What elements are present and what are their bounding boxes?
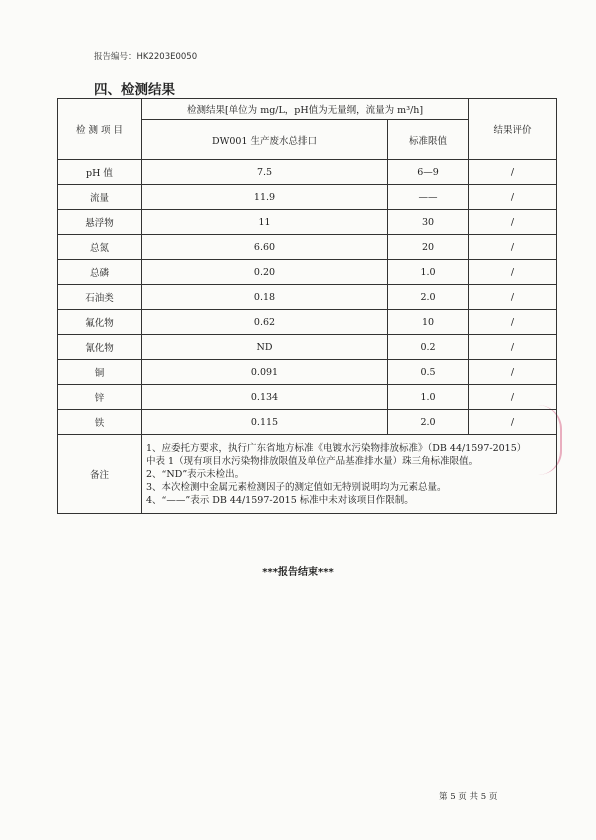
table-row xyxy=(58,410,557,435)
table-row xyxy=(58,235,557,260)
cell-value: 11 xyxy=(142,210,388,235)
cell-evaluation: / xyxy=(469,310,557,335)
cell-evaluation: / xyxy=(469,335,557,360)
cell-item: pH 值 xyxy=(58,160,142,185)
cell-item: 氰化物 xyxy=(58,335,142,360)
cell-limit: 1.0 xyxy=(388,260,469,285)
cell-evaluation: / xyxy=(469,285,557,310)
cell-item: 氟化物 xyxy=(58,310,142,335)
cell-item: 总磷 xyxy=(58,260,142,285)
report-end-mark: ***报告结束*** xyxy=(262,567,334,578)
cell-evaluation: / xyxy=(469,410,557,435)
cell-evaluation: / xyxy=(469,235,557,260)
cell-item: 流量 xyxy=(58,185,142,210)
cell-evaluation: / xyxy=(469,360,557,385)
cell-evaluation: / xyxy=(469,185,557,210)
cell-item: 锌 xyxy=(58,385,142,410)
table-row xyxy=(58,385,557,410)
cell-item: 石油类 xyxy=(58,285,142,310)
cell-evaluation: / xyxy=(469,385,557,410)
table-row xyxy=(58,335,557,360)
note-line: 中表 1（现有项目水污染物排放限值及单位产品基准排水量）珠三角标准限值。 xyxy=(146,455,479,467)
cell-evaluation: / xyxy=(469,160,557,185)
page-number: 第 5 页 共 5 页 xyxy=(439,792,498,802)
cell-limit: 2.0 xyxy=(388,410,469,435)
cell-limit: 10 xyxy=(388,310,469,335)
cell-limit: 0.5 xyxy=(388,360,469,385)
cell-item: 悬浮物 xyxy=(58,210,142,235)
notes-row xyxy=(58,435,557,514)
cell-value: ND xyxy=(142,335,388,360)
cell-value: 0.134 xyxy=(142,385,388,410)
cell-item: 总氮 xyxy=(58,235,142,260)
table-row xyxy=(58,260,557,285)
note-line: 2、“ND”表示未检出。 xyxy=(146,468,245,480)
header-item: 检 测 项 目 xyxy=(58,99,142,160)
cell-item: 铜 xyxy=(58,360,142,385)
cell-limit: 20 xyxy=(388,235,469,260)
cell-value: 0.62 xyxy=(142,310,388,335)
cell-value: 6.60 xyxy=(142,235,388,260)
cell-limit: 1.0 xyxy=(388,385,469,410)
section-title: 四、检测结果 xyxy=(94,82,175,98)
cell-evaluation: / xyxy=(469,260,557,285)
table-row xyxy=(58,310,557,335)
cell-value: 0.091 xyxy=(142,360,388,385)
cell-value: 0.20 xyxy=(142,260,388,285)
cell-value: 11.9 xyxy=(142,185,388,210)
note-line: 4、“——”表示 DB 44/1597-2015 标准中未对该项目作限制。 xyxy=(146,494,414,506)
cell-limit: 0.2 xyxy=(388,335,469,360)
table-row xyxy=(58,285,557,310)
note-line: 3、本次检测中金属元素检测因子的测定值如无特别说明均为元素总量。 xyxy=(146,481,447,493)
note-line: 1、应委托方要求，执行广东省地方标准《电镀水污染物排放标准》（DB 44/1597-2015） xyxy=(146,442,527,454)
cell-limit: —— xyxy=(388,185,469,210)
cell-value: 7.5 xyxy=(142,160,388,185)
table-row xyxy=(58,185,557,210)
header-limit: 标准限值 xyxy=(388,120,469,160)
notes-label: 备注 xyxy=(58,435,142,514)
cell-limit: 2.0 xyxy=(388,285,469,310)
table-row xyxy=(58,210,557,235)
header-evaluation: 结果评价 xyxy=(469,99,557,160)
results-table xyxy=(57,98,557,514)
cell-value: 0.18 xyxy=(142,285,388,310)
table-header-row xyxy=(58,99,557,120)
header-result-group: 检测结果[单位为 mg/L，pH值为无量纲，流量为 m³/h] xyxy=(142,99,469,120)
report-number: 报告编号：HK2203E0050 xyxy=(94,52,198,62)
header-sample-point: DW001 生产废水总排口 xyxy=(142,120,388,160)
cell-value: 0.115 xyxy=(142,410,388,435)
cell-item: 铁 xyxy=(58,410,142,435)
cell-evaluation: / xyxy=(469,210,557,235)
table-row xyxy=(58,160,557,185)
table-row xyxy=(58,360,557,385)
cell-limit: 30 xyxy=(388,210,469,235)
notes-cell xyxy=(142,435,557,514)
cell-limit: 6—9 xyxy=(388,160,469,185)
